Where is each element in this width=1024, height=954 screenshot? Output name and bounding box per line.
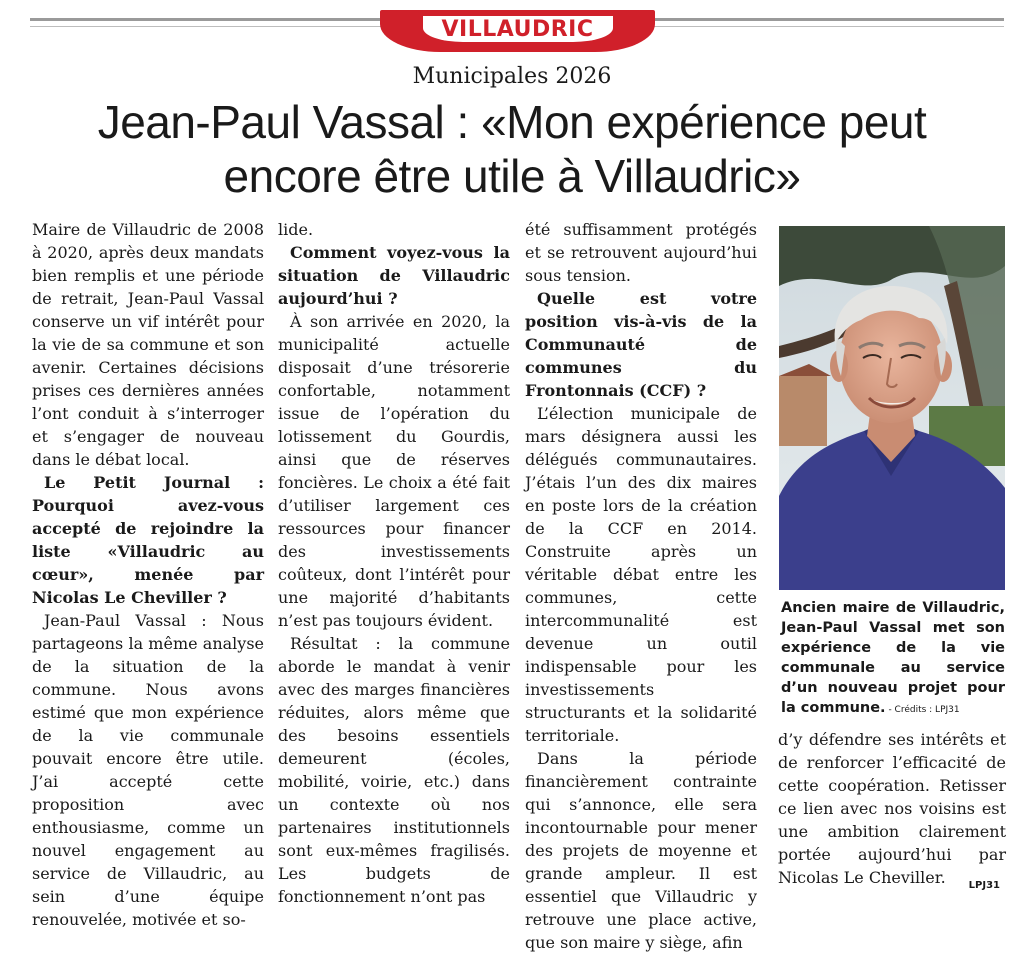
answer-3-paragraph-2: Dans la période financièrement contrainte qui s’annonce, elle sera incontournable pour mener des projets de moyenne et grande ampleur. Il est essentiel que Villaudric y retrouve une place active, que son maire y siège, afin xyxy=(525,749,757,952)
photo-caption xyxy=(781,598,1005,720)
question-1: Le Petit Journal : Pourquoi avez-vous accepté de rejoindre la liste «Villaudric au cœur», menée par Nicolas Le Cheviller ? xyxy=(32,473,264,607)
headline-line-1: Jean-Paul Vassal : «Mon expérience peut xyxy=(97,96,927,148)
section-tab-label: VILLAUDRIC xyxy=(441,16,594,42)
photo-credit: - Crédits : LPJ31 xyxy=(885,705,960,715)
section-tab xyxy=(380,10,655,52)
answer-2-continued: été suffisamment protégés et se retrouvent aujourd’hui sous tension. xyxy=(525,220,757,285)
portrait-photo xyxy=(779,226,1005,590)
article-column-4 xyxy=(778,728,1006,889)
kicker: Municipales 2026 xyxy=(412,64,612,89)
question-3: Quelle est votre position vis-à-vis de la Communauté de communes du Frontonnais (CCF) ? xyxy=(525,289,757,400)
article-column-3 xyxy=(525,218,757,954)
author-signature: LPJ31 xyxy=(968,880,1000,891)
section-tab-inner xyxy=(423,16,613,42)
article-column-2 xyxy=(278,218,510,908)
answer-2-paragraph-2: Résultat : la commune aborde le mandat à venir avec des marges financières réduites, alors même que des besoins essentiels demeurent (écoles, mobilité, voirie, etc.) dans un contexte où nos partenaires institutionnels sont eux-mêmes fragilisés. Les budgets de fonctionnement n’ont pas xyxy=(278,634,510,906)
answer-3-continued: d’y défendre ses intérêts et de renforcer l’efficacité de cette coopération. Retisser ce lien avec nos voisins est une ambition clairement portée aujourd’hui par Nicolas Le Cheviller. xyxy=(778,730,1006,887)
lead-paragraph: Maire de Villaudric de 2008 à 2020, après deux mandats bien remplis et une période de retrait, Jean-Paul Vassal conserve un vif intérêt pour la vie de sa commune et son avenir. Certaines décisions prises ces dernières années l’ont conduit à s’interroger et s’engager de nouveau dans le débat local. xyxy=(32,220,264,469)
answer-3-paragraph-1: L’élection municipale de mars désignera aussi les délégués communautaires. J’étais l’un des dix maires en poste lors de la création de la CCF en 2014. Construite après un véritable débat entre les communes, cette intercommunalité est devenue un outil indispensable pour les investissements structurants et la solidarité territoriale. xyxy=(525,404,757,745)
question-2: Comment voyez-vous la situation de Villaudric aujourd’hui ? xyxy=(278,243,510,308)
answer-1-continued: lide. xyxy=(278,220,314,239)
article-column-1 xyxy=(32,218,264,931)
portrait-illustration xyxy=(779,226,1005,590)
headline-line-2: encore être utile à Villaudric» xyxy=(223,150,801,202)
answer-1: Jean-Paul Vassal : Nous partageons la même analyse de la situation de la commune. Nous avons estimé que mon expérience de la vie communale pouvait encore être utile. J’ai accepté cette proposition avec enthousiasme, comme un nouvel engagement au service de Villaudric, au sein d’une équipe renouvelée, motivée et so- xyxy=(32,611,264,929)
headline xyxy=(40,95,984,203)
answer-2-paragraph-1: À son arrivée en 2020, la municipalité actuelle disposait d’une trésorerie confortable, notamment issue de l’opération du lotissement du Gourdis, ainsi que de réserves foncières. Le choix a été fait d’utiliser largement ces ressources pour financer des investissements coûteux, dont l’intérêt pour une majorité d’habitants n’est pas toujours évident. xyxy=(278,312,510,630)
photo-caption-text: Ancien maire de Villaudric, Jean-Paul Vassal met son expérience de la vie communale au service d’un nouveau projet pour la commune. xyxy=(781,600,1005,716)
